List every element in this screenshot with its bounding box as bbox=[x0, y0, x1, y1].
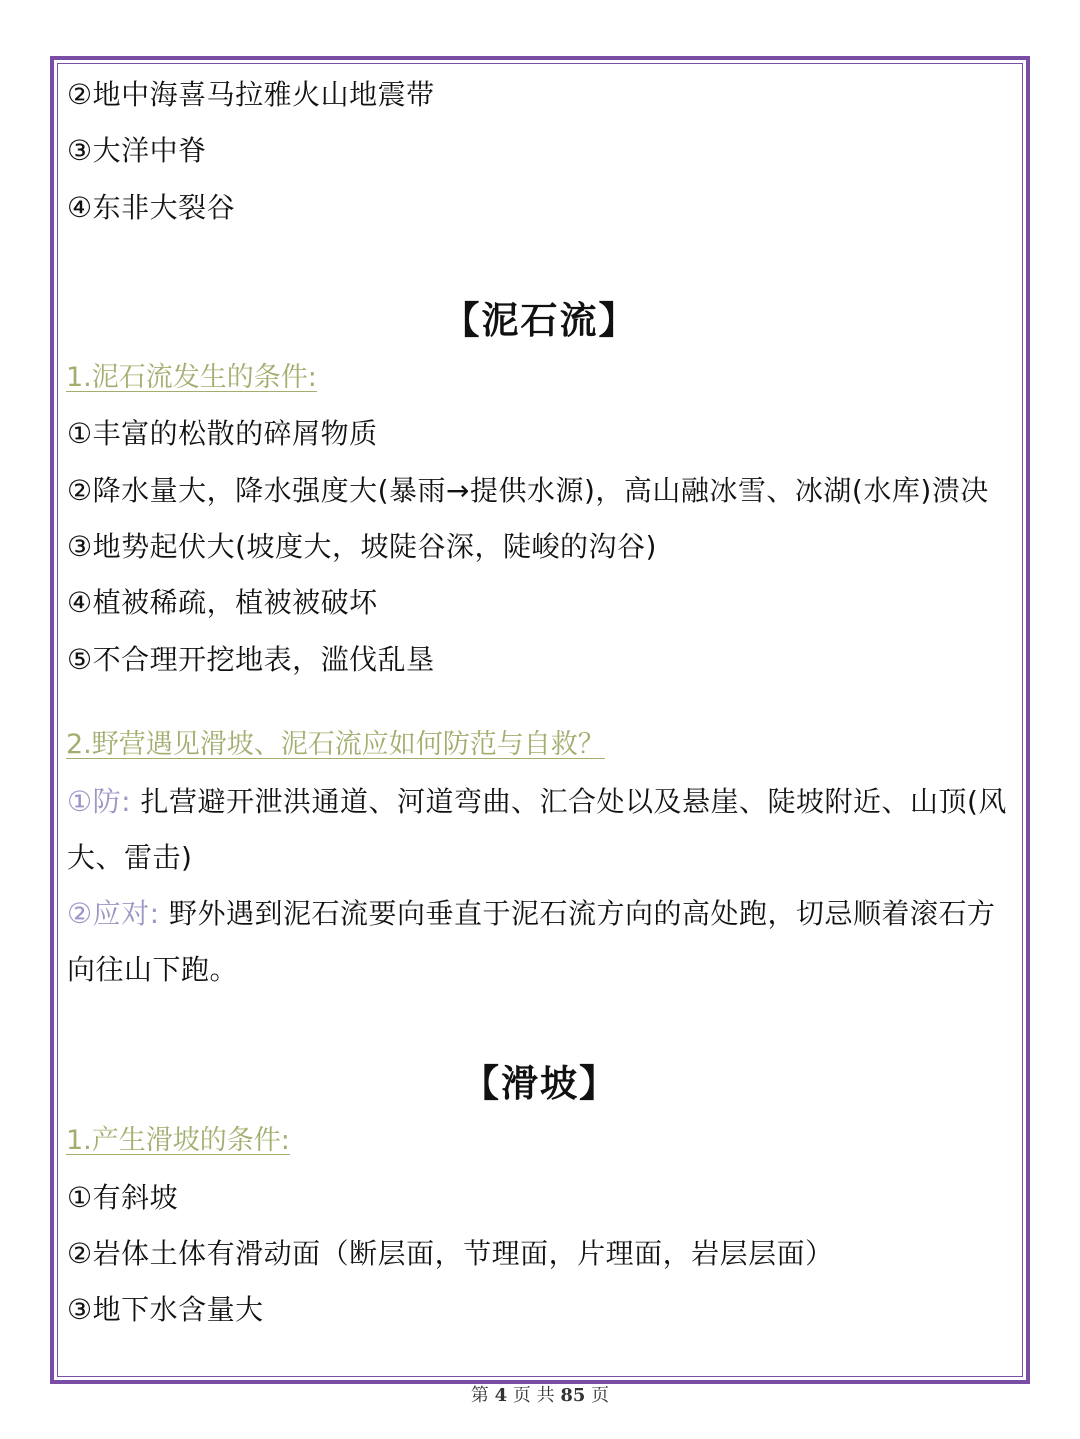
footer-page-number: 4 bbox=[494, 1385, 508, 1406]
prevent-label: ①防: bbox=[67, 785, 132, 818]
landslide-condition-1: ①有斜坡 bbox=[67, 1181, 179, 1214]
mudflow-title: 【泥石流】 bbox=[442, 299, 638, 342]
mudflow-condition-1: ①丰富的松散的碎屑物质 bbox=[67, 417, 378, 450]
footer-middle: 页 共 bbox=[512, 1385, 555, 1406]
respond-text-2: 向往山下跑。 bbox=[67, 953, 239, 986]
mudflow-condition-2: ②降水量大，降水强度大(暴雨→提供水源)，高山融冰雪、冰湖(水库)溃决 bbox=[67, 474, 989, 507]
respond-text-1: 野外遇到泥石流要向垂直于泥石流方向的高处跑，切忌顺着滚石方 bbox=[168, 897, 996, 930]
page-footer bbox=[0, 1383, 1080, 1409]
respond-line-1 bbox=[67, 896, 995, 932]
footer-prefix: 第 bbox=[470, 1385, 489, 1406]
footer-suffix: 页 bbox=[591, 1385, 610, 1406]
landslide-title: 【滑坡】 bbox=[462, 1062, 618, 1105]
mudflow-condition-4: ④植被稀疏，植被被破坏 bbox=[67, 586, 378, 619]
prevent-text-2: 大、雷击) bbox=[67, 841, 193, 874]
mudflow-condition-3: ③地势起伏大(坡度大，坡陡谷深，陡峻的沟谷) bbox=[67, 530, 657, 563]
camp-safety-heading: 2.野营遇见滑坡、泥石流应如何防范与自救？ bbox=[66, 729, 605, 760]
mudflow-conditions-heading: 1.泥石流发生的条件: bbox=[66, 362, 317, 393]
mudflow-condition-5: ⑤不合理开挖地表，滥伐乱垦 bbox=[67, 643, 435, 676]
intro-item-3: ③大洋中脊 bbox=[67, 134, 207, 167]
intro-item-2: ②地中海喜马拉雅火山地震带 bbox=[67, 78, 435, 111]
landslide-condition-2: ②岩体土体有滑动面（断层面，节理面，片理面，岩层层面） bbox=[67, 1237, 834, 1270]
intro-item-4: ④东非大裂谷 bbox=[67, 191, 236, 224]
landslide-condition-3: ③地下水含量大 bbox=[67, 1293, 264, 1326]
prevent-line-1 bbox=[67, 784, 1007, 820]
footer-total-pages: 85 bbox=[560, 1385, 586, 1406]
respond-label: ②应对: bbox=[67, 897, 160, 930]
prevent-text-1: 扎营避开泄洪通道、河道弯曲、汇合处以及悬崖、陡坡附近、山顶(风 bbox=[140, 785, 1007, 818]
landslide-conditions-heading: 1.产生滑坡的条件: bbox=[66, 1125, 290, 1156]
page-frame-inner bbox=[57, 63, 1023, 1377]
